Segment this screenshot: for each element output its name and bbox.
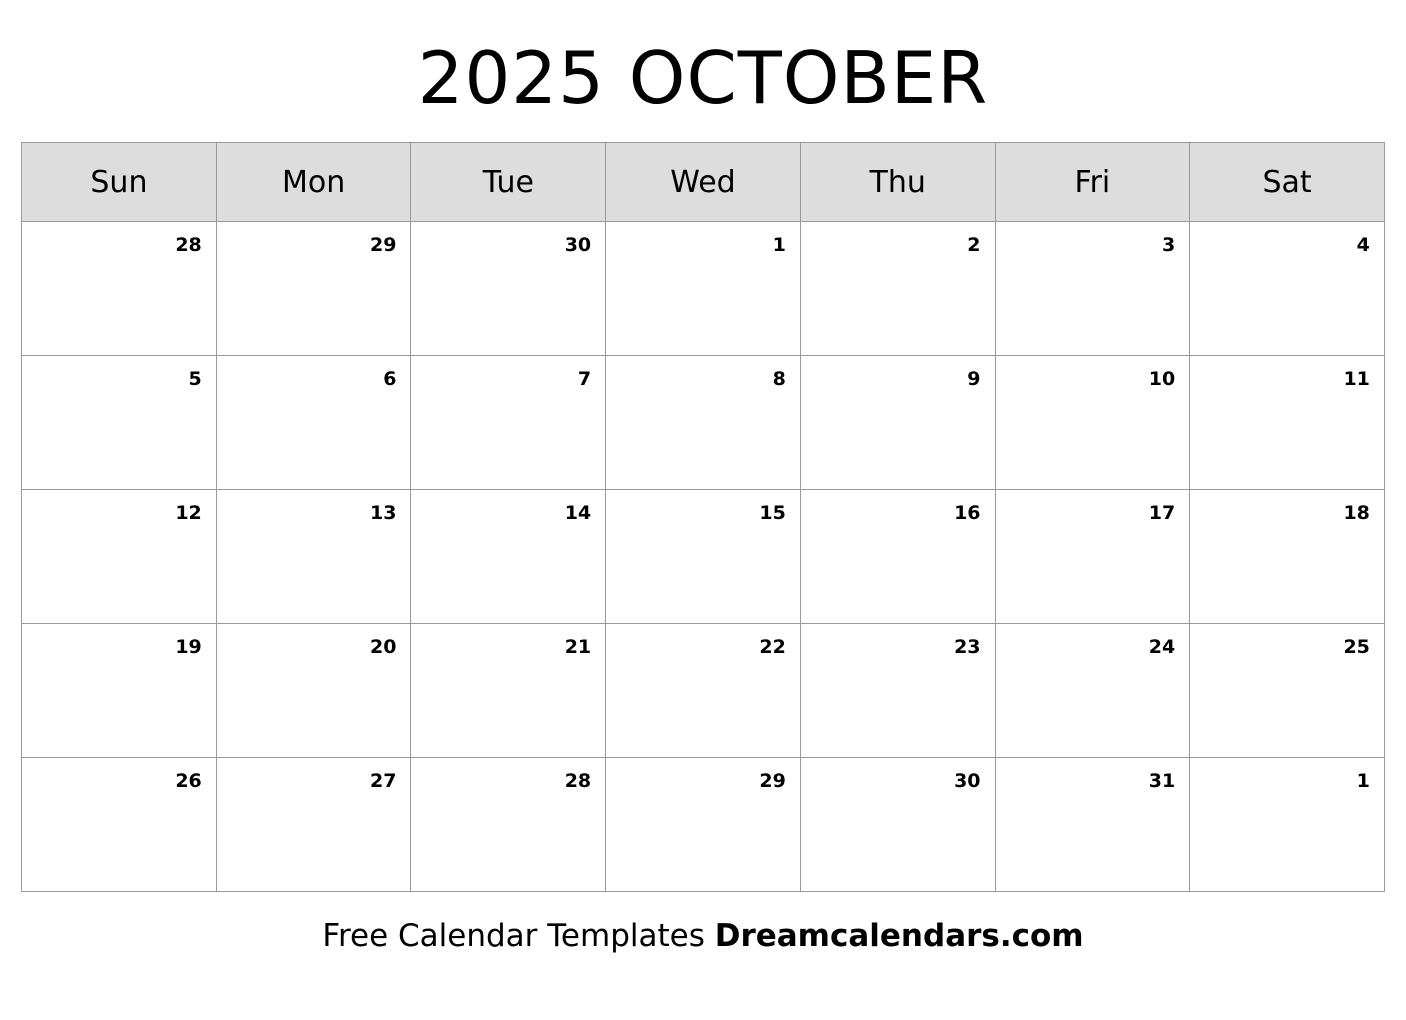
day-cell[interactable] bbox=[995, 758, 1190, 892]
day-number: 22 bbox=[759, 636, 786, 658]
day-cell[interactable] bbox=[995, 490, 1190, 624]
day-number: 5 bbox=[188, 368, 202, 390]
day-number: 17 bbox=[1148, 502, 1176, 524]
day-number: 8 bbox=[772, 368, 786, 390]
day-number: 20 bbox=[370, 636, 397, 658]
day-number: 9 bbox=[967, 368, 981, 390]
weekday-header-tue: Tue bbox=[411, 143, 606, 222]
day-number: 6 bbox=[383, 368, 397, 390]
day-number: 24 bbox=[1148, 636, 1176, 658]
day-number: 15 bbox=[759, 502, 786, 524]
day-number: 29 bbox=[759, 770, 786, 792]
day-cell[interactable] bbox=[22, 490, 217, 624]
footer-brand: Dreamcalendars.com bbox=[714, 918, 1084, 954]
day-cell[interactable] bbox=[800, 490, 995, 624]
day-cell[interactable] bbox=[1190, 222, 1385, 356]
day-cell[interactable] bbox=[22, 356, 217, 490]
day-number: 2 bbox=[967, 234, 981, 256]
day-cell[interactable] bbox=[411, 624, 606, 758]
footer-text: Free Calendar Templates bbox=[322, 918, 715, 954]
day-cell[interactable] bbox=[411, 490, 606, 624]
day-number: 21 bbox=[564, 636, 592, 658]
day-cell[interactable] bbox=[606, 222, 801, 356]
day-number: 28 bbox=[564, 770, 592, 792]
day-cell[interactable] bbox=[216, 356, 411, 490]
day-cell[interactable] bbox=[216, 222, 411, 356]
day-number: 13 bbox=[370, 502, 397, 524]
calendar-week-row bbox=[22, 624, 1385, 758]
weekday-header-sat: Sat bbox=[1190, 143, 1385, 222]
day-cell[interactable] bbox=[606, 624, 801, 758]
day-cell[interactable] bbox=[216, 758, 411, 892]
day-cell[interactable] bbox=[800, 356, 995, 490]
day-number: 4 bbox=[1356, 234, 1370, 256]
day-cell[interactable] bbox=[800, 758, 995, 892]
weekday-header-wed: Wed bbox=[606, 143, 801, 222]
day-number: 1 bbox=[772, 234, 786, 256]
day-cell[interactable] bbox=[800, 222, 995, 356]
day-number: 27 bbox=[370, 770, 397, 792]
day-cell[interactable] bbox=[411, 222, 606, 356]
day-cell[interactable] bbox=[411, 356, 606, 490]
day-cell[interactable] bbox=[606, 490, 801, 624]
day-cell[interactable] bbox=[22, 624, 217, 758]
calendar-table bbox=[21, 142, 1385, 892]
day-number: 14 bbox=[564, 502, 592, 524]
day-cell[interactable] bbox=[22, 222, 217, 356]
day-number: 19 bbox=[175, 636, 202, 658]
page-title: 2025 OCTOBER bbox=[417, 36, 989, 120]
day-cell[interactable] bbox=[216, 490, 411, 624]
day-cell[interactable] bbox=[995, 356, 1190, 490]
day-number: 30 bbox=[564, 234, 592, 256]
day-number: 30 bbox=[954, 770, 981, 792]
day-number: 23 bbox=[954, 636, 981, 658]
calendar-week-row bbox=[22, 490, 1385, 624]
day-number: 12 bbox=[175, 502, 202, 524]
day-number: 28 bbox=[175, 234, 202, 256]
weekday-header-fri: Fri bbox=[995, 143, 1190, 222]
day-cell[interactable] bbox=[1190, 758, 1385, 892]
weekday-header-row bbox=[22, 143, 1385, 222]
calendar-week-row bbox=[22, 356, 1385, 490]
weekday-header-thu: Thu bbox=[800, 143, 995, 222]
day-number: 10 bbox=[1148, 368, 1176, 390]
day-cell[interactable] bbox=[216, 624, 411, 758]
day-number: 31 bbox=[1148, 770, 1176, 792]
day-cell[interactable] bbox=[22, 758, 217, 892]
day-cell[interactable] bbox=[411, 758, 606, 892]
day-number: 26 bbox=[175, 770, 202, 792]
day-number: 1 bbox=[1356, 770, 1370, 792]
day-cell[interactable] bbox=[995, 624, 1190, 758]
day-cell[interactable] bbox=[1190, 624, 1385, 758]
day-cell[interactable] bbox=[995, 222, 1190, 356]
weekday-header-mon: Mon bbox=[216, 143, 411, 222]
weekday-header-sun: Sun bbox=[22, 143, 217, 222]
day-number: 16 bbox=[954, 502, 981, 524]
day-number: 29 bbox=[370, 234, 397, 256]
day-number: 25 bbox=[1343, 636, 1370, 658]
day-number: 3 bbox=[1161, 234, 1176, 256]
calendar-body bbox=[22, 222, 1385, 892]
calendar-week-row bbox=[22, 758, 1385, 892]
day-number: 18 bbox=[1343, 502, 1370, 524]
calendar-header-row-group bbox=[22, 143, 1385, 222]
footer bbox=[0, 918, 1406, 954]
day-cell[interactable] bbox=[1190, 356, 1385, 490]
day-number: 11 bbox=[1343, 368, 1370, 390]
day-cell[interactable] bbox=[606, 356, 801, 490]
day-number: 7 bbox=[577, 368, 592, 390]
day-cell[interactable] bbox=[606, 758, 801, 892]
day-cell[interactable] bbox=[1190, 490, 1385, 624]
calendar-week-row bbox=[22, 222, 1385, 356]
day-cell[interactable] bbox=[800, 624, 995, 758]
